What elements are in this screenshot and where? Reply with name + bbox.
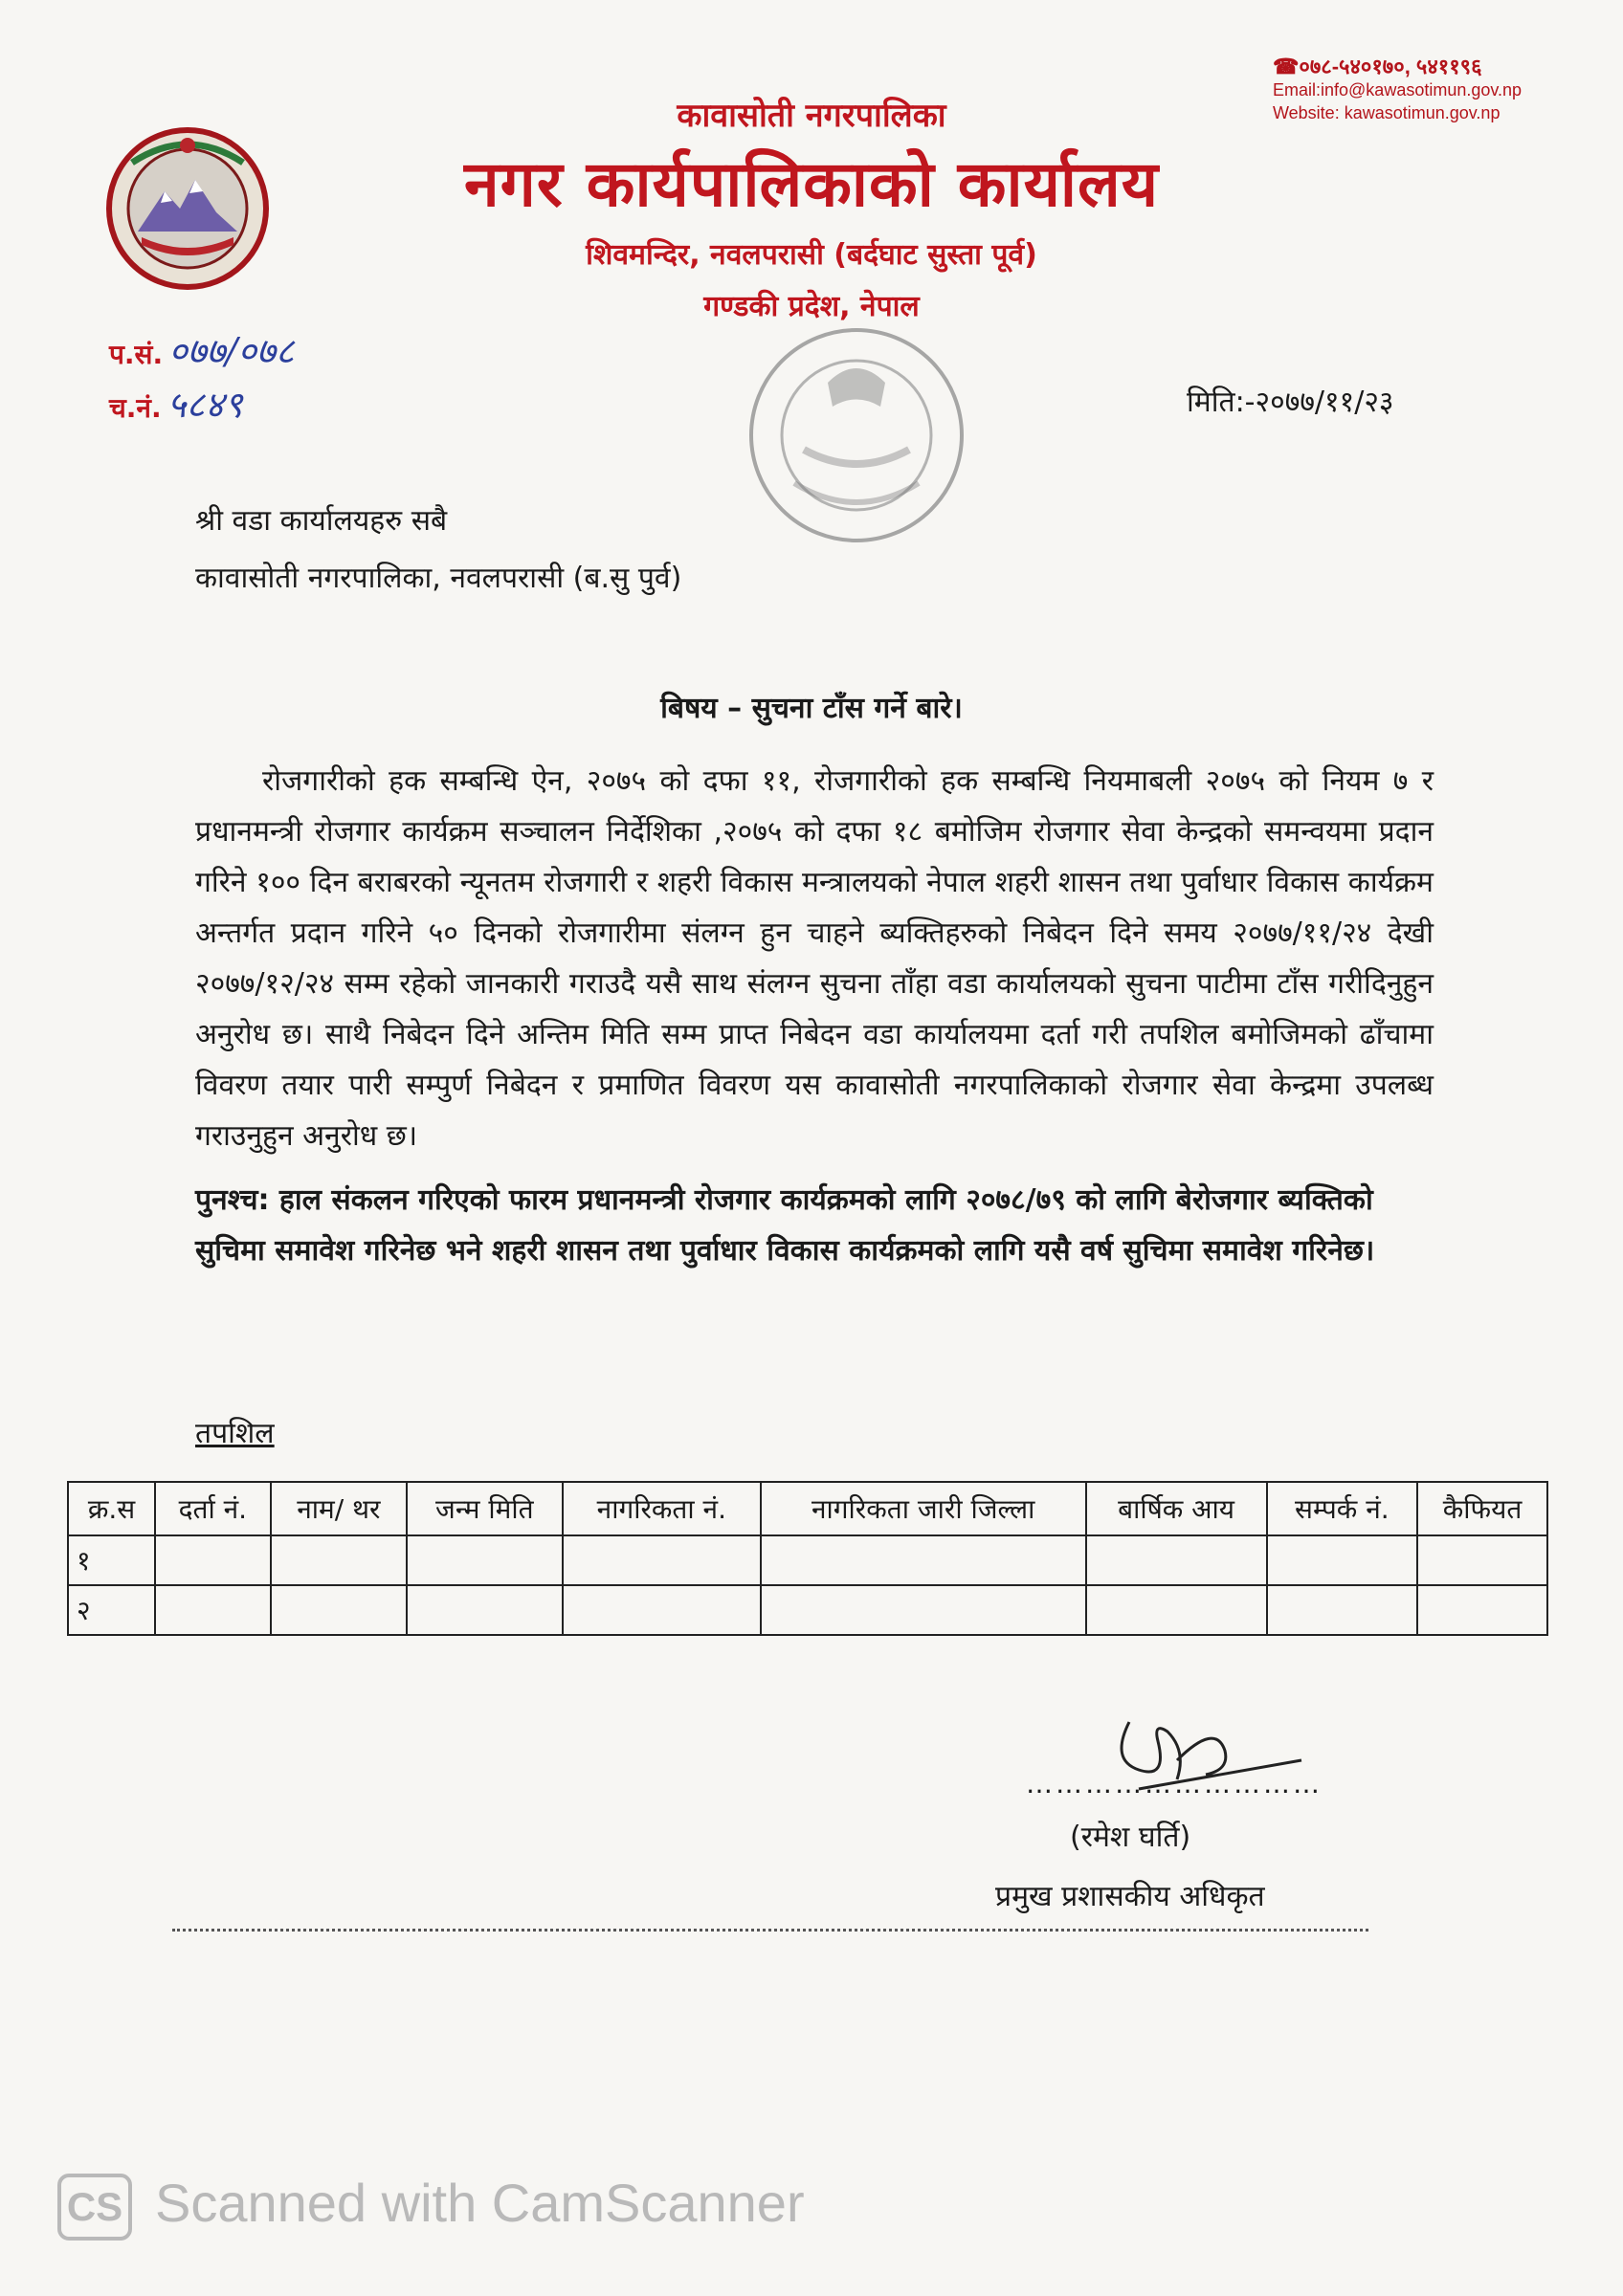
- website-address: Website: kawasotimun.gov.np: [1273, 103, 1501, 122]
- table-header-row: [68, 1482, 1547, 1535]
- table-row: [68, 1535, 1547, 1585]
- table-cell: [1267, 1585, 1418, 1635]
- subject-line: बिषय – सुचना टाँस गर्ने बारे।: [660, 692, 963, 725]
- table-cell: [407, 1535, 563, 1585]
- email-address: Email:info@kawasotimun.gov.np: [1273, 80, 1523, 99]
- address-line-2: गण्डकी प्रदेश, नेपाल: [703, 290, 920, 323]
- table-cell: [271, 1535, 407, 1585]
- table-cell: [271, 1585, 407, 1635]
- table-cell: [1267, 1535, 1418, 1585]
- table-cell: [563, 1535, 761, 1585]
- footer-divider: [172, 1923, 1368, 1932]
- letter-date: मिति:-२०७७/११/२३: [1187, 386, 1394, 419]
- postscript: पुनश्च: हाल संकलन गरिएको फारम प्रधानमन्त्री रोजगार कार्यक्रमको लागि २०७८/७९ को लागि बेरोजगार ब्यक्तिको सुचिमा समावेश गरिनेछ भने शहरी शासन तथा पुर्वाधार विकास कार्यक्रमको लागि यसै वर्ष सुचिमा समावेश गरिनेछ।: [195, 1183, 1375, 1268]
- header-registration-no: दर्ता नं.: [155, 1482, 271, 1535]
- signature-line: …………………………: [1026, 1768, 1323, 1799]
- table-cell: [761, 1535, 1086, 1585]
- watermark-text: Scanned with CamScanner: [155, 2173, 805, 2233]
- ps-label: प.सं.: [109, 339, 164, 370]
- header-contact-no: सम्पर्क नं.: [1267, 1482, 1418, 1535]
- camscanner-logo-icon: CS: [57, 2174, 132, 2241]
- cn-number-line: [109, 379, 243, 429]
- recipient-line-2: कावासोती नगरपालिका, नवलपरासी (ब.सु पुर्व): [195, 562, 682, 595]
- header-sn: क्र.स: [68, 1482, 155, 1535]
- municipality-name: कावासोती नगरपालिका: [677, 97, 946, 135]
- office-seal-stamp: [737, 316, 976, 555]
- table-cell: [155, 1535, 271, 1585]
- ps-number: ०७७/०७८: [168, 330, 295, 372]
- header-name: नाम/ थर: [271, 1482, 407, 1535]
- table-cell: [155, 1585, 271, 1635]
- header-citizenship-district: नागरिकता जारी जिल्ला: [761, 1482, 1086, 1535]
- table-cell: [1086, 1535, 1267, 1585]
- row-sn: २: [68, 1585, 155, 1635]
- cn-number: ५८४९: [167, 384, 243, 426]
- ps-number-line: [109, 325, 294, 375]
- letter-body: [195, 756, 1434, 1161]
- body-paragraph: रोजगारीको हक सम्बन्धि ऐन, २०७५ को दफा ११, रोजगारीको हक सम्बन्धि नियमाबली २०७५ को नियम ७ र प्रधानमन्त्री रोजगार कार्यक्रम सञ्चालन निर्देशिका ,२०७५ को दफा १८ बमोजिम रोजगार सेवा केन्द्रको समन्वयमा प्रदान गरिने १०० दिन बराबरको न्यूनतम रोजगारी र शहरी विकास मन्त्रालयको नेपाल शहरी शासन तथा पुर्वाधार विकास कार्यक्रम अन्तर्गत प्रदान गरिने ५० दिनको रोजगारीमा संलग्न हुन चाहने ब्यक्तिहरुको निबेदन दिने समय २०७७/११/२४ देखी २०७७/१२/२४ सम्म रहेको जानकारी गराउदै यसै साथ संलग्न सुचना ताँहा वडा कार्यालयको सुचना पाटीमा टाँस गरीदिनुहुन अनुरोध छ। साथै निबेदन दिने अन्तिम मिति सम्म प्राप्त निबेदन वडा कार्यालयमा दर्ता गरी तपशिल बमोजिमको ढाँचामा विवरण तयार पारी सम्पुर्ण निबेदन र प्रमाणित विवरण यस कावासोती नगरपालिकाको रोजगार सेवा केन्द्रमा उपलब्ध गराउनुहुन अनुरोध छ।: [195, 764, 1434, 1153]
- camscanner-watermark: [57, 2172, 805, 2241]
- signatory-designation: प्रमुख प्रशासकीय अधिकृत: [995, 1880, 1265, 1913]
- table-cell: [1086, 1585, 1267, 1635]
- office-name: नगर कार्यपालिकाको कार्यालय: [464, 147, 1159, 221]
- address-line-1: शिवमन्दिर, नवलपरासी (बर्दघाट सुस्ता पूर्व): [586, 238, 1037, 272]
- header-remarks: कैफियत: [1417, 1482, 1547, 1535]
- table-cell: [761, 1585, 1086, 1635]
- table-cell: [1417, 1535, 1547, 1585]
- details-table: [67, 1481, 1548, 1636]
- header-annual-income: बार्षिक आय: [1086, 1482, 1267, 1535]
- table-cell: [563, 1585, 761, 1635]
- header-citizenship-no: नागरिकता नं.: [563, 1482, 761, 1535]
- tapsil-heading: तपशिल: [195, 1417, 275, 1450]
- recipient-line-1: श्री वडा कार्यालयहरु सबै: [195, 504, 448, 538]
- handwritten-signature: [1024, 1703, 1311, 1818]
- table-row: [68, 1585, 1547, 1635]
- phone-number: ☎०७८-५४०१७०, ५४११९६: [1273, 55, 1482, 78]
- cn-label: च.नं.: [109, 392, 162, 424]
- table-cell: [1417, 1585, 1547, 1635]
- signatory-name: (रमेश घर्ति): [1070, 1821, 1191, 1854]
- header-birth-date: जन्म मिति: [407, 1482, 563, 1535]
- table-cell: [407, 1585, 563, 1635]
- row-sn: १: [68, 1535, 155, 1585]
